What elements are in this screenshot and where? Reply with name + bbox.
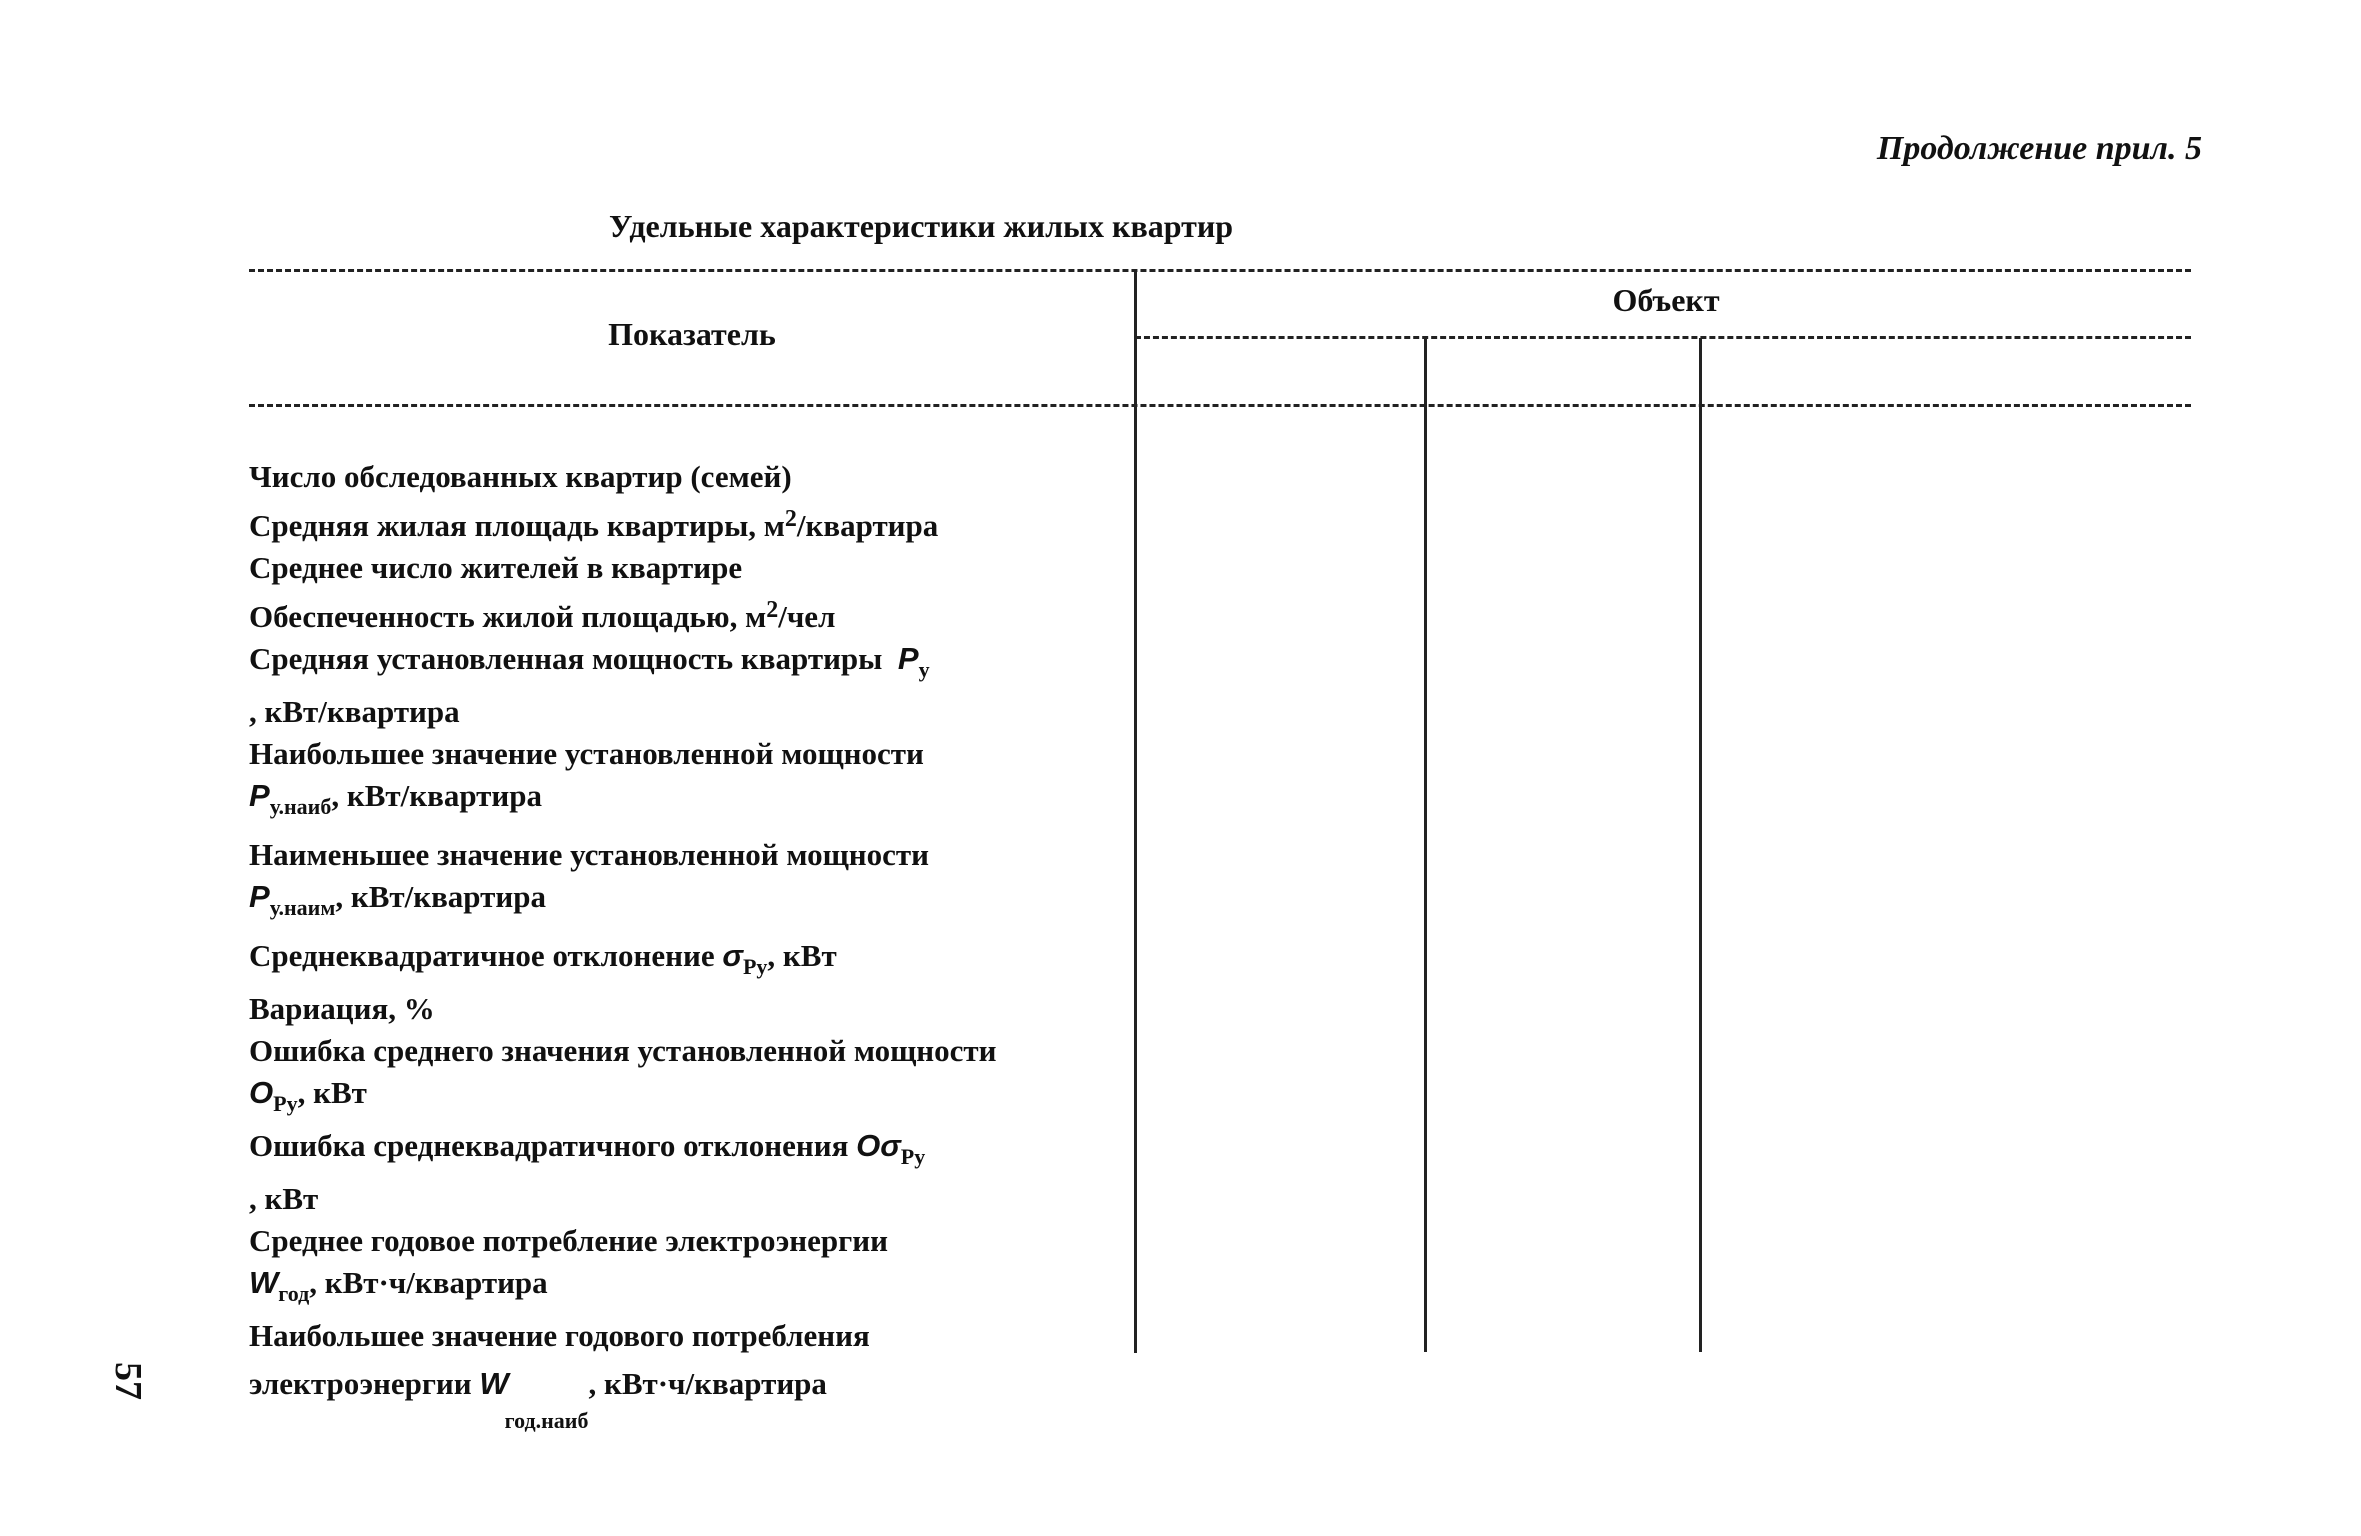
- list-item: [249, 498, 1099, 547]
- row-label: Среднее годовое потребление электроэнергии: [249, 1223, 888, 1258]
- list-item: [249, 1363, 1099, 1433]
- row-subscript: год: [278, 1281, 310, 1306]
- object-header-rule: [1135, 336, 2191, 339]
- row-label: Ошибка среднего значения установленной мощности: [249, 1033, 997, 1068]
- row-label: электроэнергии: [249, 1366, 472, 1401]
- header-bottom-rule: [249, 404, 2191, 407]
- list-item: [249, 988, 1099, 1030]
- continuation-label: Продолжение прил. 5: [1876, 130, 2202, 167]
- list-item: [249, 1220, 1099, 1315]
- row-label: Число обследованных квартир (семей): [249, 459, 792, 494]
- row-label: Наименьшее значение установленной мощности: [249, 837, 930, 872]
- row-label: Обеспеченность жилой площадью, м: [249, 599, 767, 634]
- indicator-list: [249, 456, 1099, 1433]
- row-symbol: P: [249, 879, 270, 914]
- row-unit: , кВт·ч/квартира: [309, 1265, 548, 1300]
- row-unit: , кВт: [249, 1181, 319, 1216]
- list-item: [249, 547, 1099, 589]
- row-superscript: 2: [766, 597, 779, 623]
- column-divider-main: [1134, 269, 1137, 1353]
- row-subscript: Pу: [900, 1144, 926, 1169]
- row-unit: /квартира: [796, 508, 939, 543]
- row-unit: , кВт: [767, 938, 837, 973]
- row-unit: /чел: [778, 599, 836, 634]
- row-label: Наибольшее значение годового потребления: [249, 1318, 870, 1353]
- list-item: [249, 935, 1099, 988]
- row-label: Средняя установленная мощность квартиры: [249, 641, 883, 676]
- row-symbol: P: [249, 778, 270, 813]
- list-item: [249, 456, 1099, 498]
- row-symbol: σ: [722, 938, 743, 973]
- row-superscript: 2: [784, 506, 797, 532]
- row-label: Среднее число жителей в квартире: [249, 550, 743, 585]
- row-subscript: Pу: [273, 1091, 298, 1116]
- row-subscript: у.наиб: [269, 794, 332, 819]
- list-item: [249, 638, 1099, 733]
- row-symbol: W: [249, 1265, 279, 1300]
- list-item: [249, 1315, 1099, 1357]
- header-object: Объект: [1612, 282, 1720, 318]
- row-label: Вариация, %: [249, 991, 435, 1026]
- row-subscript: у: [918, 657, 930, 682]
- row-label: Ошибка среднеквадратичного отклонения: [249, 1128, 849, 1163]
- row-unit: , кВт/квартира: [249, 694, 460, 729]
- row-unit: , кВт/квартира: [335, 879, 546, 914]
- list-item: [249, 733, 1099, 828]
- row-symbol: P: [897, 641, 919, 676]
- header-indicator: Показатель: [608, 316, 776, 352]
- column-divider-3: [1699, 338, 1702, 1352]
- row-label: Наибольшее значение установленной мощности: [249, 736, 924, 771]
- row-label: Средняя жилая площадь квартиры, м: [249, 508, 785, 543]
- row-symbol: Oσ: [856, 1128, 901, 1163]
- row-symbol: O: [249, 1075, 274, 1110]
- row-subscript: Pу: [742, 954, 768, 979]
- row-unit: , кВт·ч/квартира: [588, 1366, 827, 1401]
- row-subscript: у.наим: [269, 895, 336, 920]
- column-divider-2: [1424, 338, 1427, 1352]
- list-item: [249, 589, 1099, 638]
- page-number: 57: [107, 1362, 149, 1400]
- table-title: Удельные характеристики жилых квартир: [608, 208, 1234, 244]
- list-item: [249, 1030, 1099, 1125]
- list-item: [249, 1125, 1099, 1220]
- row-label: Среднеквадратичное отклонение: [249, 938, 715, 973]
- table-top-rule: [249, 269, 2191, 272]
- row-subscript: год.наиб: [504, 1408, 589, 1433]
- row-unit: , кВт: [297, 1075, 367, 1110]
- row-symbol: W: [479, 1366, 509, 1401]
- row-unit: , кВт/квартира: [331, 778, 542, 813]
- list-item: [249, 834, 1099, 929]
